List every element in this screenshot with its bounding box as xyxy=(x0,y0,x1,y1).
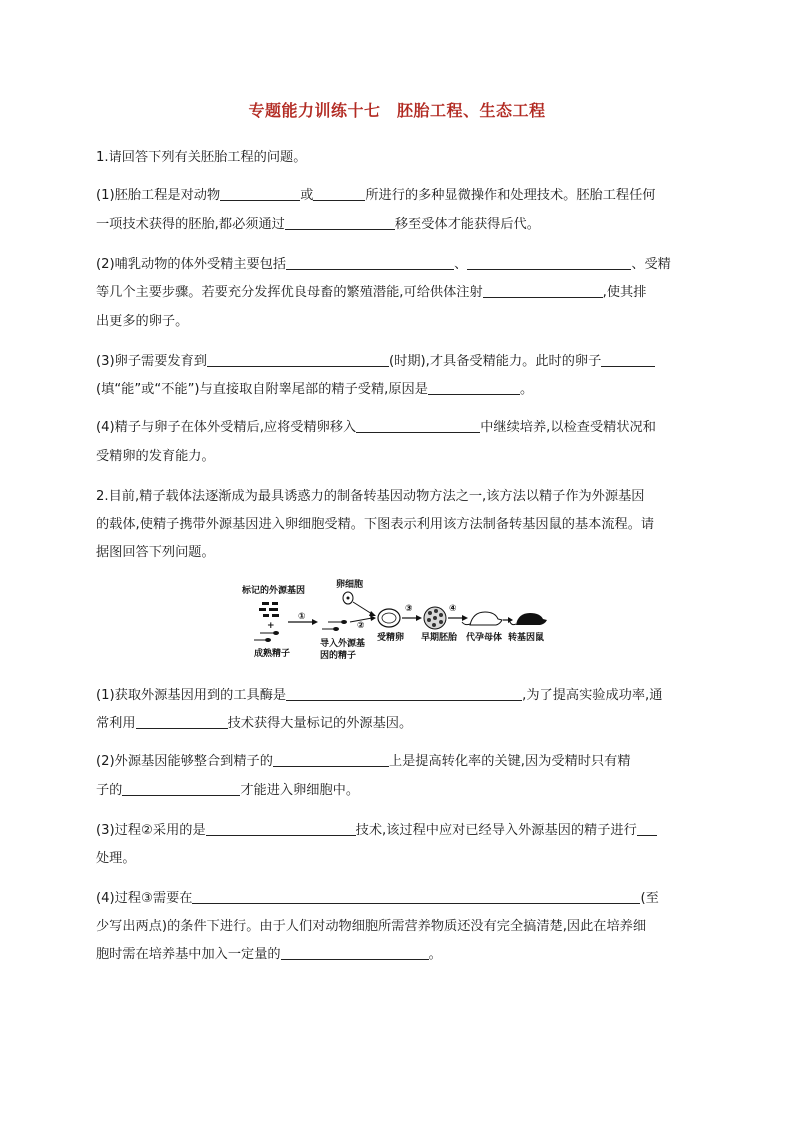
label-sperm-gene-1: 导入外源基 xyxy=(320,639,366,649)
surrogate-mouse-icon xyxy=(462,612,502,625)
label-sperm-gene-2: 因的精子 xyxy=(320,651,357,661)
label-mature-sperm: 成熟精子 xyxy=(254,649,291,659)
q1-p3-line1: (3)卵子需要发育到 (时期),才具备受精能力。此时的卵子 xyxy=(96,346,696,378)
blank[interactable] xyxy=(313,185,365,201)
transgenic-mouse-flow-diagram xyxy=(240,578,550,668)
q1-p1-line1: (1)胚胎工程是对动物 或 所进行的多种显微操作和处理技术。胚胎工程任何 xyxy=(96,180,696,212)
label-step1: ① xyxy=(298,612,306,622)
blank[interactable] xyxy=(281,944,429,960)
blank[interactable] xyxy=(285,214,395,230)
q2-stem-line1: 2.目前,精子载体法逐渐成为最具诱惑力的制备转基因动物方法之一,该方法以精子作为外源基因 xyxy=(96,489,645,504)
label-step3: ③ xyxy=(405,604,413,614)
q1-p2-line1: (2)哺乳动物的体外受精主要包括 、 、受精 xyxy=(96,249,696,281)
blank[interactable] xyxy=(637,820,657,836)
fertilized-egg-icon xyxy=(378,609,400,627)
flow-diagram-svg xyxy=(240,578,550,668)
gene-fragments-icon xyxy=(259,602,279,617)
arrow-head-icon xyxy=(312,619,318,625)
blank[interactable] xyxy=(286,254,454,270)
q2-p2-line2: 子的 才能进入卵细胞中。 xyxy=(96,775,696,807)
label-transgenic-mouse: 转基因鼠 xyxy=(508,633,545,643)
blank[interactable] xyxy=(286,685,522,701)
label-step2: ② xyxy=(357,621,365,631)
q2-p2-line1: (2)外源基因能够整合到精子的 上是提高转化率的关键,因为受精时只有精 xyxy=(96,746,696,778)
blank[interactable] xyxy=(467,254,631,270)
blank[interactable] xyxy=(428,379,520,395)
fertilized-egg-inner-icon xyxy=(382,613,396,623)
q1-p2-line3: 出更多的卵子。 xyxy=(96,314,189,329)
sperm-icon xyxy=(254,631,279,642)
q2-p4-line3: 胞时需在培养基中加入一定量的 。 xyxy=(96,939,696,971)
blank[interactable] xyxy=(192,888,640,904)
q2-stem-line3: 据图回答下列问题。 xyxy=(96,545,215,560)
label-egg-cell: 卵细胞 xyxy=(336,580,364,590)
q2-stem-line2: 的载体,使精子携带外源基因进入卵细胞受精。下图表示利用该方法制备转基因鼠的基本流程。请 xyxy=(96,517,655,532)
arrow-egg xyxy=(353,602,372,614)
q2-p3-line2: 处理。 xyxy=(96,851,136,866)
label-fertilized-egg: 受精卵 xyxy=(377,633,405,643)
blank[interactable] xyxy=(483,282,603,298)
blank[interactable] xyxy=(122,780,240,796)
blank[interactable] xyxy=(220,185,300,201)
blank[interactable] xyxy=(356,417,480,433)
arrow-head-icon xyxy=(462,615,468,621)
q2-p4-line1: (4)过程③需要在 (至 xyxy=(96,883,696,915)
plus-sign: + xyxy=(267,621,275,631)
q1-p4-line2: 受精卵的发育能力。 xyxy=(96,449,215,464)
q2-p4-line2: 少写出两点)的条件下进行。由于人们对动物细胞所需营养物质还没有完全搞清楚,因此在培养细 xyxy=(96,919,647,934)
arrow-head-icon xyxy=(416,615,422,621)
blank[interactable] xyxy=(601,351,655,367)
q2-p3-line1: (3)过程②采用的是 技术,该过程中应对已经导入外源基因的精子进行 xyxy=(96,815,696,847)
page-title: 专题能力训练十七 胚胎工程、生态工程 xyxy=(248,101,546,120)
q1-p1-line2: 一项技术获得的胚胎,都必须通过 移至受体才能获得后代。 xyxy=(96,209,696,241)
q1-p4-line1: (4)精子与卵子在体外受精后,应将受精卵移入 中继续培养,以检查受精状况和 xyxy=(96,412,696,444)
modified-sperm-icon xyxy=(322,620,347,631)
blank[interactable] xyxy=(206,820,356,836)
label-marked-gene: 标记的外源基因 xyxy=(242,586,306,596)
egg-nucleus-icon xyxy=(347,597,350,600)
label-early-embryo: 早期胚胎 xyxy=(421,633,458,643)
q1-stem: 1.请回答下列有关胚胎工程的问题。 xyxy=(96,150,307,165)
blank[interactable] xyxy=(136,713,228,729)
blank[interactable] xyxy=(207,351,389,367)
q1-p3-line2: (填“能”或“不能”)与直接取自附睾尾部的精子受精,原因是 。 xyxy=(96,374,696,406)
q1-p2-line2: 等几个主要步骤。若要充分发挥优良母畜的繁殖潜能,可给供体注射 ,使其排 xyxy=(96,277,696,309)
transgenic-mouse-icon xyxy=(510,613,547,625)
label-surrogate: 代孕母体 xyxy=(466,633,503,643)
blank[interactable] xyxy=(273,751,389,767)
q2-p1-line2: 常利用 技术获得大量标记的外源基因。 xyxy=(96,708,696,740)
q2-p1-line1: (1)获取外源基因用到的工具酶是 ,为了提高实验成功率,通 xyxy=(96,680,696,712)
label-step4: ④ xyxy=(449,604,457,614)
